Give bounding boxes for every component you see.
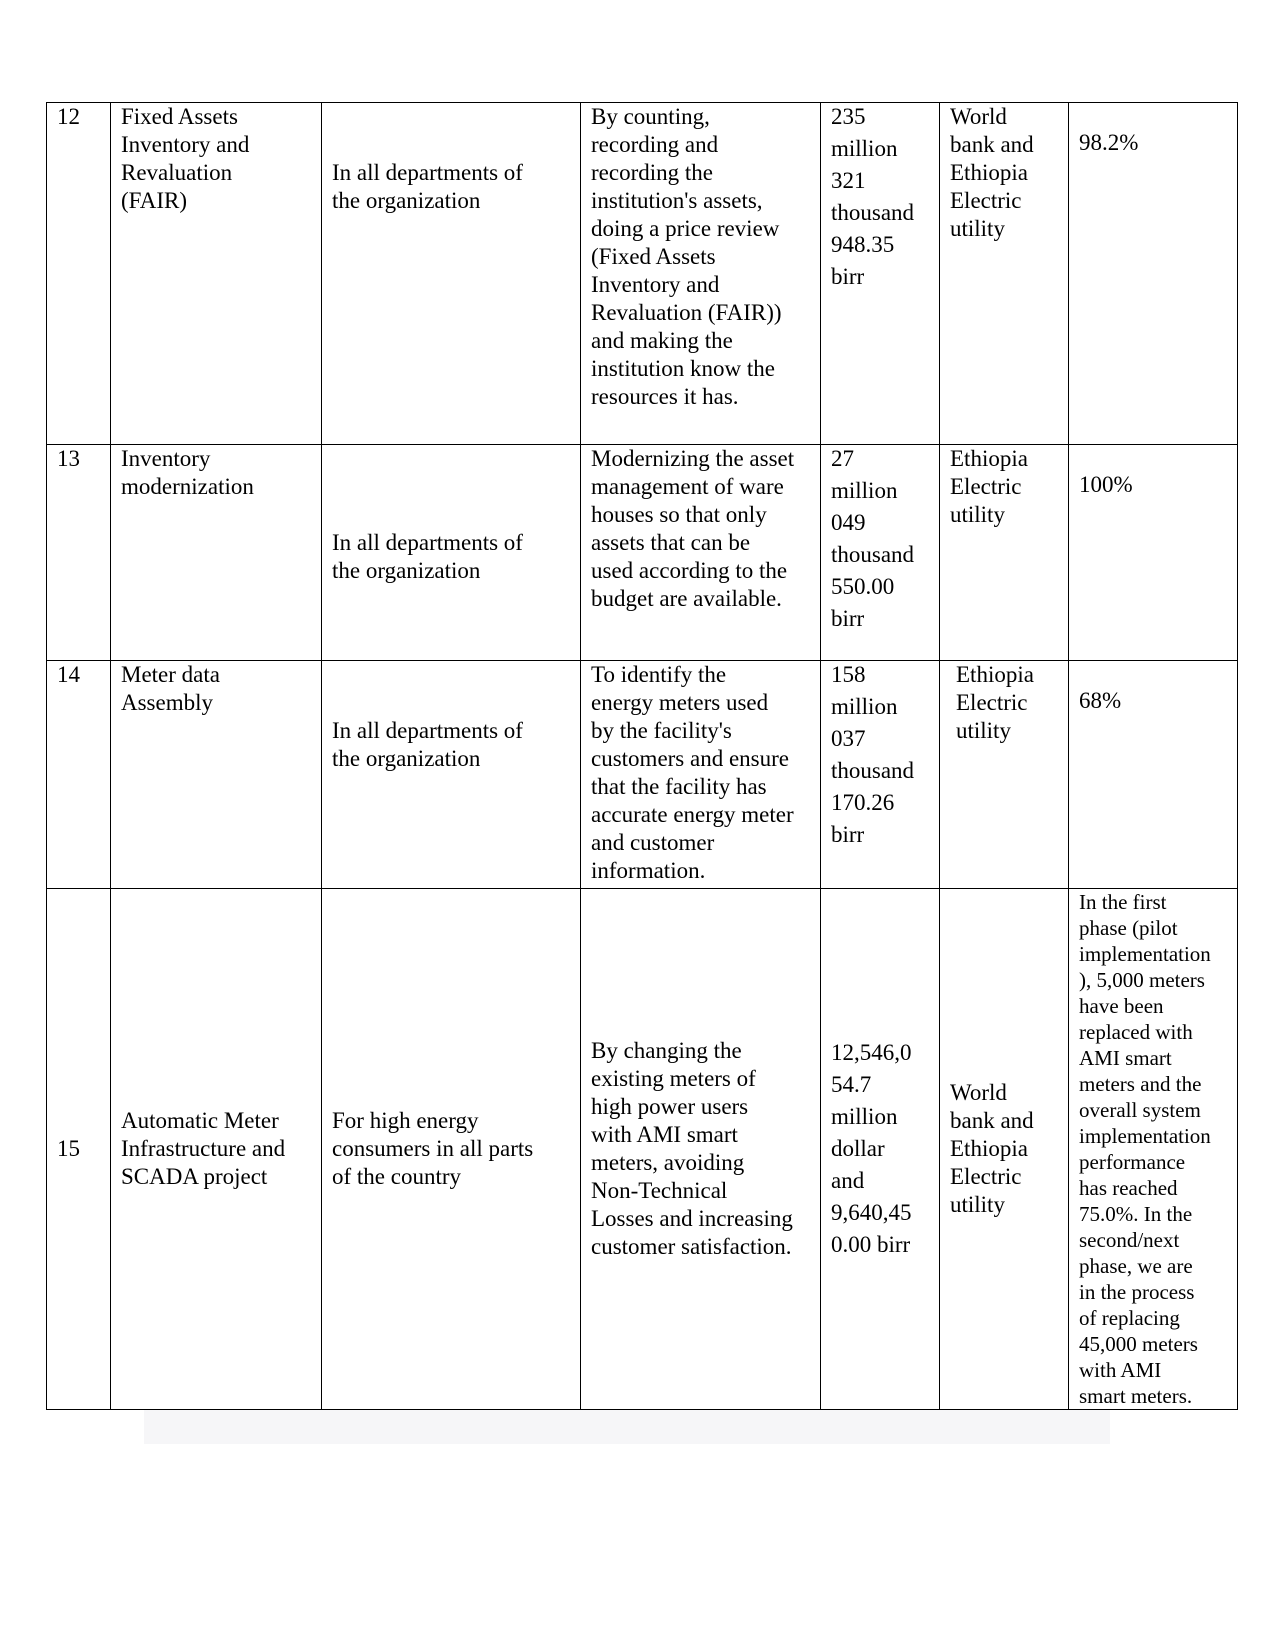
project-scope: For high energy consumers in all parts of the country [322, 889, 581, 1410]
project-scope: In all departments of the organization [322, 661, 581, 889]
project-scope: In all departments of the organization [322, 445, 581, 661]
project-funder: Ethiopia Electric utility [940, 445, 1069, 661]
row-number: 15 [47, 889, 111, 1410]
row-number: 12 [47, 103, 111, 445]
project-name: Inventory modernization [111, 445, 322, 661]
project-status: 68% [1069, 661, 1238, 889]
project-funder: World bank and Ethiopia Electric utility [940, 103, 1069, 445]
table-row [47, 445, 1238, 661]
project-description: By changing the existing meters of high power users with AMI smart meters, avoiding Non-Technical Losses and increasing customer satisfaction. [581, 889, 821, 1410]
table-row [47, 661, 1238, 889]
row-number: 14 [47, 661, 111, 889]
project-name: Fixed Assets Inventory and Revaluation (FAIR) [111, 103, 322, 445]
project-status: 98.2% [1069, 103, 1238, 445]
project-funder: Ethiopia Electric utility [940, 661, 1069, 889]
project-description: Modernizing the asset management of ware houses so that only assets that can be used according to the budget are available. [581, 445, 821, 661]
row-number: 13 [47, 445, 111, 661]
project-funder: World bank and Ethiopia Electric utility [940, 889, 1069, 1410]
project-scope: In all departments of the organization [322, 103, 581, 445]
project-cost: 158 million 037 thousand 170.26 birr [821, 661, 940, 889]
project-cost: 235 million 321 thousand 948.35 birr [821, 103, 940, 445]
projects-table [46, 102, 1238, 1410]
project-cost: 27 million 049 thousand 550.00 birr [821, 445, 940, 661]
project-status: In the first phase (pilot implementation ), 5,000 meters have been replaced with AMI smart meters and the overall system implementation performance has reached 75.0%. In the second/next phase, we are in the process of replacing 45,000 meters with AMI smart meters. [1069, 889, 1238, 1410]
project-cost: 12,546,0 54.7 million dollar and 9,640,45 0.00 birr [821, 889, 940, 1410]
footer-shade-band [144, 1410, 1110, 1444]
project-description: To identify the energy meters used by the facility's customers and ensure that the facility has accurate energy meter and customer information. [581, 661, 821, 889]
project-name: Automatic Meter Infrastructure and SCADA project [111, 889, 322, 1410]
table-row [47, 103, 1238, 445]
project-status: 100% [1069, 445, 1238, 661]
project-name: Meter data Assembly [111, 661, 322, 889]
project-description: By counting, recording and recording the institution's assets, doing a price review (Fixed Assets Inventory and Revaluation (FAIR)) and making the institution know the resources it has. [581, 103, 821, 445]
table-row [47, 889, 1238, 1410]
